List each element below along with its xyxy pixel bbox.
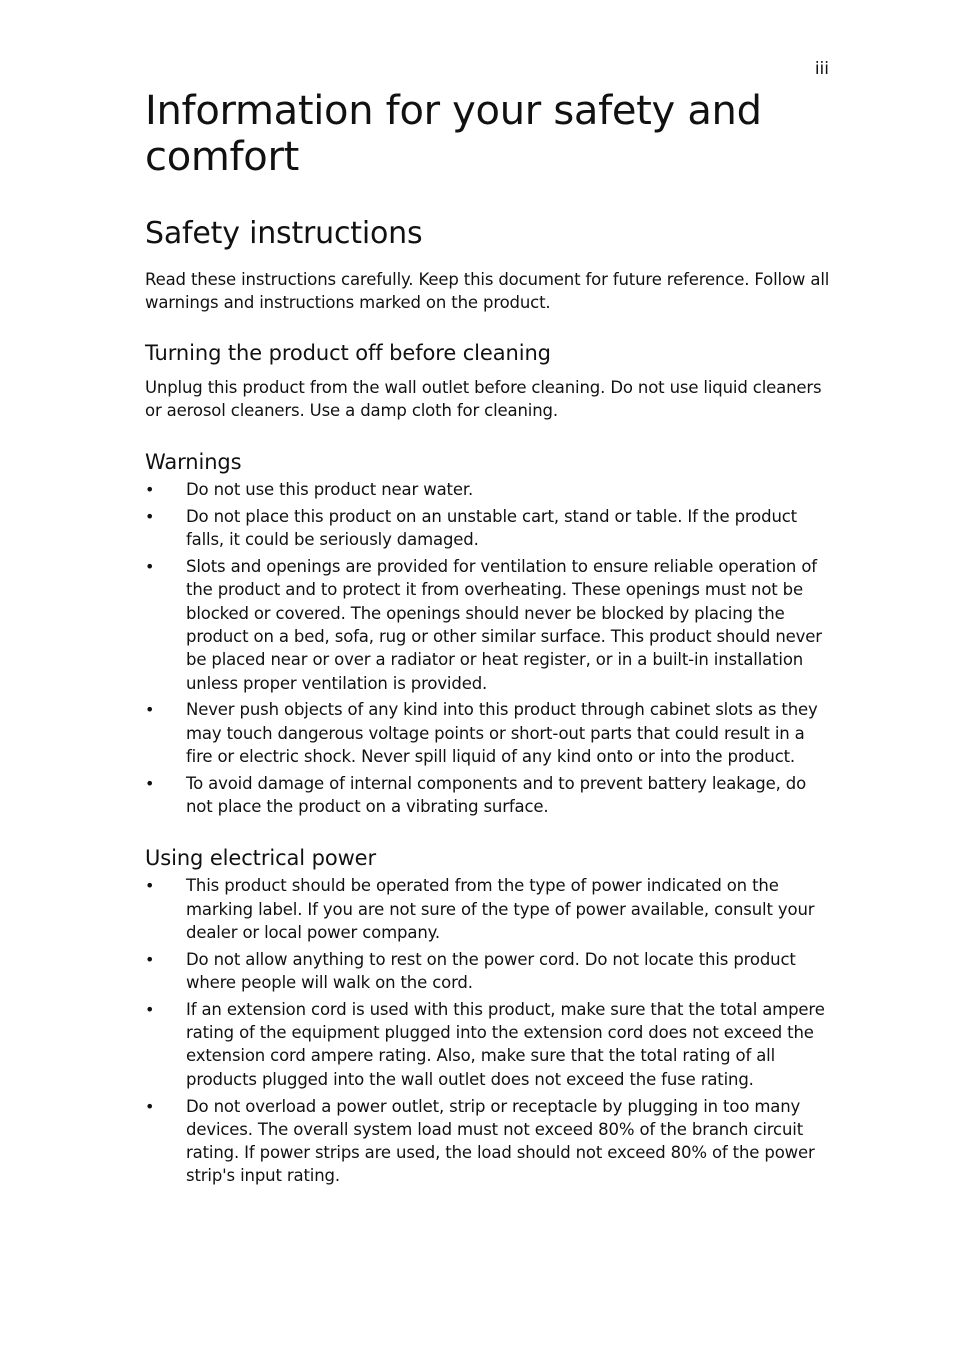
bullet-icon: •	[145, 949, 155, 969]
list-item-text: Slots and openings are provided for ventilation to ensure reliable operation of the product and to protect it from overheating. These openings must not be blocked or covered. The openings should never be blocked by placing the product on a bed, sofa, rug or other similar surface. This product should never be placed near or over a radiator or heat register, or in a built-in installation unless proper ventilation is provided.	[186, 557, 822, 693]
bullet-icon: •	[145, 876, 155, 896]
list-item	[145, 698, 835, 768]
list-item-text: Do not overload a power outlet, strip or receptacle by plugging in too many devices. The overall system load must not exceed 80% of the branch circuit rating. If power strips are used, the load should not exceed 80% of the power strip's input rating.	[186, 1096, 815, 1186]
cleaning-paragraph: Unplug this product from the wall outlet before cleaning. Do not use liquid cleaners or aerosol cleaners. Use a damp cloth for cleaning.	[145, 377, 822, 420]
bullet-icon: •	[145, 999, 155, 1019]
bullet-icon: •	[145, 773, 155, 793]
bullet-icon: •	[145, 700, 155, 720]
bullet-icon: •	[145, 506, 155, 526]
list-item-text: This product should be operated from the type of power indicated on the marking label. If you are not sure of the type of power available, consult your dealer or local power company.	[186, 876, 815, 942]
page-title: Information for your safety and comfort	[145, 88, 762, 180]
bullet-icon: •	[145, 1096, 155, 1116]
list-item	[145, 948, 835, 995]
list-item-text: Do not use this product near water.	[186, 480, 474, 500]
list-item	[145, 478, 835, 501]
list-item	[145, 555, 835, 695]
page-number: iii	[814, 59, 829, 79]
list-item-text: Never push objects of any kind into this product through cabinet slots as they may touch dangerous voltage points or short-out parts that could result in a fire or electric shock. Never spill liquid of any kind onto or into the product.	[186, 700, 818, 766]
section-title: Safety instructions	[145, 216, 423, 251]
list-item-text: Do not place this product on an unstable cart, stand or table. If the product falls, it could be seriously damaged.	[186, 506, 798, 550]
list-item	[145, 998, 835, 1091]
intro-paragraph: Read these instructions carefully. Keep this document for future reference. Follow all warnings and instructions marked on the product.	[145, 270, 830, 313]
list-item-text: If an extension cord is used with this product, make sure that the total ampere rating of the equipment plugged into the extension cord does not exceed the extension cord ampere rating. Also, make sure that the total rating of all products plugged into the wall outlet does not exceed the fuse rating.	[186, 999, 825, 1089]
warnings-list	[145, 478, 835, 818]
list-item-text: To avoid damage of internal components and to prevent battery leakage, do not place the product on a vibrating surface.	[186, 773, 807, 817]
list-item-text: Do not allow anything to rest on the power cord. Do not locate this product where people will walk on the cord.	[186, 949, 796, 993]
list-item	[145, 1095, 835, 1188]
cleaning-heading: Turning the product off before cleaning	[145, 340, 551, 365]
warnings-heading: Warnings	[145, 450, 242, 475]
list-item	[145, 505, 835, 552]
power-heading: Using electrical power	[145, 846, 377, 871]
bullet-icon: •	[145, 480, 155, 500]
power-list	[145, 874, 835, 1187]
list-item	[145, 874, 835, 944]
bullet-icon: •	[145, 557, 155, 577]
page-content	[145, 88, 835, 1188]
list-item	[145, 772, 835, 819]
